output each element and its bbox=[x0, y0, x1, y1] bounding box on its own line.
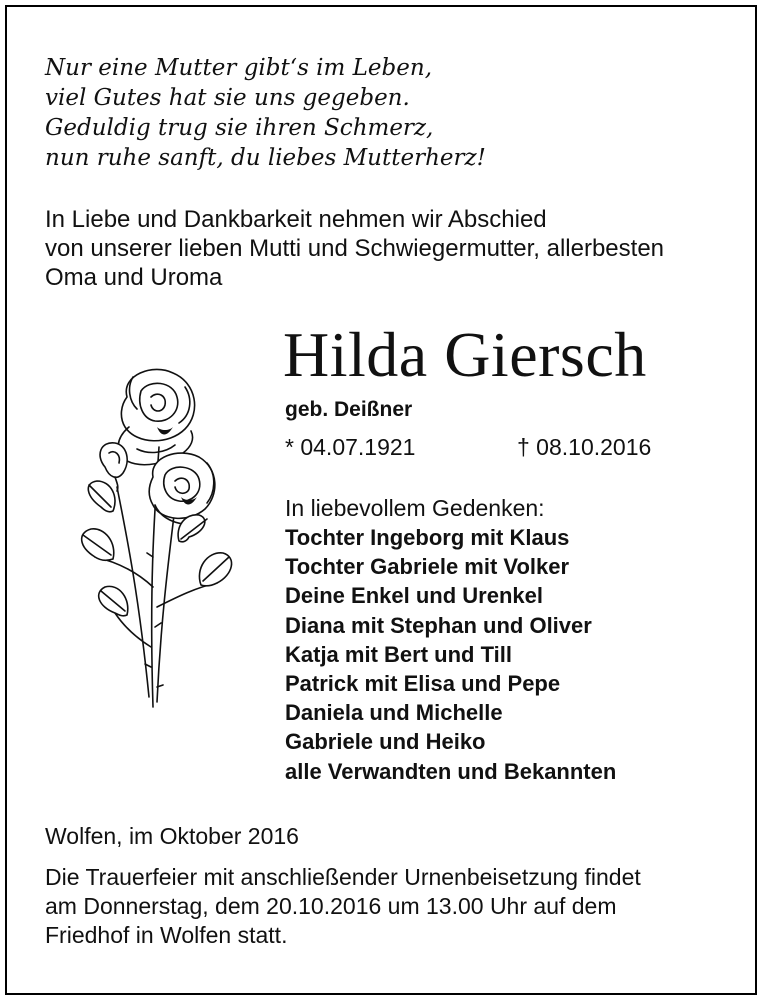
poem-line: Nur eine Mutter gibt‘s im Leben, bbox=[45, 55, 433, 81]
poem bbox=[45, 53, 545, 173]
obituary-frame bbox=[5, 5, 757, 995]
mourners-list bbox=[285, 523, 616, 786]
memorial-heading: In liebevollem Gedenken: bbox=[285, 495, 545, 521]
mourner-entry: Katja mit Bert und Till bbox=[285, 641, 512, 667]
poem-line: viel Gutes hat sie uns gegeben. bbox=[45, 85, 410, 111]
mourner-entry: Deine Enkel und Urenkel bbox=[285, 583, 543, 609]
funeral-line: Die Trauerfeier mit anschließender Urnenbeisetzung findet bbox=[45, 864, 641, 890]
poem-line: nun ruhe sanft, du liebes Mutterherz! bbox=[45, 145, 486, 171]
mourner-entry: Patrick mit Elisa und Pepe bbox=[285, 671, 561, 697]
mourner-entry: Gabriele und Heiko bbox=[285, 729, 486, 755]
mourner-entry: Daniela und Michelle bbox=[285, 700, 503, 726]
mourner-entry: Tochter Gabriele mit Volker bbox=[285, 554, 570, 580]
funeral-line: Friedhof in Wolfen statt. bbox=[45, 922, 288, 948]
poem-line: Geduldig trug sie ihren Schmerz, bbox=[45, 115, 434, 141]
mourner-entry: alle Verwandten und Bekannten bbox=[285, 758, 617, 784]
death-date: † 08.10.2016 bbox=[517, 434, 652, 460]
funeral-notice bbox=[45, 863, 745, 950]
rose-illustration bbox=[57, 357, 237, 717]
intro-line: In Liebe und Dankbarkeit nehmen wir Abschied bbox=[45, 206, 547, 233]
birth-name: geb. Deißner bbox=[285, 398, 413, 421]
intro-line: von unserer lieben Mutti und Schwiegermutter, allerbesten bbox=[45, 235, 665, 262]
place-date: Wolfen, im Oktober 2016 bbox=[45, 823, 299, 849]
funeral-line: am Donnerstag, dem 20.10.2016 um 13.00 Uhr auf dem bbox=[45, 893, 617, 919]
mourner-entry: Tochter Ingeborg mit Klaus bbox=[285, 525, 570, 550]
intro-line: Oma und Uroma bbox=[45, 264, 223, 291]
birth-date: * 04.07.1921 bbox=[285, 434, 416, 460]
intro-text bbox=[45, 205, 745, 292]
mourner-entry: Diana mit Stephan und Oliver bbox=[285, 612, 592, 638]
deceased-name: Hilda Giersch bbox=[283, 319, 647, 390]
